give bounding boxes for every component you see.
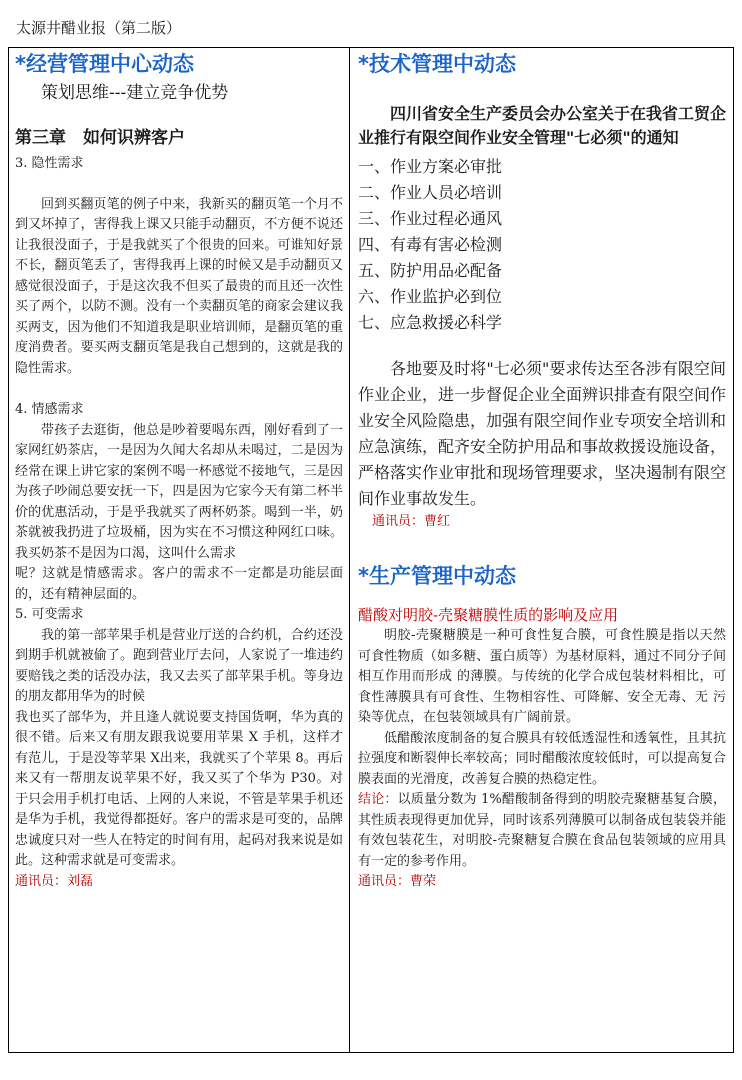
reporter-right-2: 通讯员：曹荣 [358, 874, 437, 889]
paragraph-variable-need: 我的第一部苹果手机是营业厅送的合约机，合约还没到期手机就被偷了。跑到营业厅去问，人家说了一堆违约要赔钱之类的话没办法，我又去买了部苹果手机。等身边的朋友都用华为的时候 [15, 627, 343, 704]
heading-variable-need: 5. 可变需求 [15, 607, 84, 622]
list-item: 五、防护用品必配备 [358, 261, 503, 280]
notice-body: 各地要及时将"七必须"要求传达至各涉有限空间作业企业，进一步督促企业全面辨识排查有限空间作业安全风险隐患，加强有限空间作业专项安全培训和应急演练，配齐安全防护用品和事故救援设施设备，严格落实作业审批和现场管理要求，坚决遏制有限空间作业事故发生。 [358, 359, 727, 508]
heading-emotional-need: 4. 情感需求 [15, 402, 84, 417]
section-title-technical: *技术管理中动态 [358, 52, 516, 76]
article-paragraph-2: 低醋酸浓度制备的复合膜具有较低透湿性和透氧性，且其抗拉强度和断裂伸长率较高；同时醋酸浓度较低时，可以提高复合膜表面的光滑度，改善复合膜的热稳定性。 [358, 730, 726, 787]
newsletter-frame [8, 47, 734, 1053]
conclusion-label: 结论： [358, 792, 398, 807]
heading-hidden-need: 3. 隐性需求 [15, 156, 84, 171]
notice-title: 四川省安全生产委员会办公室关于在我省工贸企业推行有限空间作业安全管理"七必须"的通知 [358, 104, 727, 147]
list-item: 二、作业人员必培训 [358, 183, 503, 202]
article-title: 醋酸对明胶-壳聚糖膜性质的影响及应用 [358, 606, 619, 624]
reporter-right-1: 通讯员：曹红 [372, 514, 451, 529]
list-item: 七、应急救援必科学 [358, 313, 503, 332]
paragraph-emotional-need: 带孩子去逛街，他总是吵着要喝东西，刚好看到了一家网红奶茶店，一是因为久闻大名却从未喝过，二是因为经常在课上讲它家的案例不喝一杯感觉不接地气，三是因为孩子吵闹总要安抚一下，四是因为它家今天有第二杯半价的优惠活动，于是乎我就买了两杯奶茶。喝到一半，奶茶就被我扔进了垃圾桶，因为实在不习惯这种网红口味。我买奶茶不是因为口渴，这叫什么需求 [15, 422, 343, 561]
list-item: 六、作业监护必到位 [358, 287, 503, 306]
article-paragraph-1: 明胶-壳聚糖膜是一种可食性复合膜，可食性膜是指以天然可食性物质（如多糖、蛋白质等）为基材原料，通过不同分子间相互作用而形成 的薄膜。与传统的化学合成包装材料相比，可食性薄膜具有可食性、生物相容性、可降解、安全无毒、无 污染等优点，在包装领域具有广阔前景。 [358, 628, 726, 725]
section-title-production: *生产管理中动态 [358, 564, 516, 588]
chapter-heading: 第三章 如何识辨客户 [15, 128, 185, 148]
article-subtitle: 策划思维---建立竞争优势 [41, 83, 229, 103]
page-header: 太源井醋业报（第二版） [16, 19, 182, 37]
list-item: 一、作业方案必审批 [358, 157, 503, 176]
list-item: 四、有毒有害必检测 [358, 235, 503, 254]
paragraph-emotional-need-cont: 呢？这就是情感需求。客户的需求不一定都是功能层面的，还有精神层面的。 [15, 566, 343, 602]
conclusion-text: 以质量分数为 1%醋酸制备得到的明胶壳聚糖基复合膜，其性质表现得更加优异，同时该系列薄膜可以制备成包装袋并能有效包装花生，对明胶-壳聚糖复合膜在食品包装领域的应用具有一定的参考作用。 [358, 792, 726, 869]
paragraph-hidden-need: 回到买翻页笔的例子中来，我新买的翻页笔一个月不到又坏掉了，害得我上课又只能手动翻页，不方便不说还让我很没面子，于是我就买了个很贵的回来。可谁知好景不长，翻页笔丢了，害得我再上课的时候又是手动翻页又感觉很没面子，于是这次我不但买了最贵的而且还一次性买了两个，以防不测。没有一个卖翻页笔的商家会建议我买两支，因为他们不知道我是职业培训师，是翻页笔的重度消费者。要买两支翻页笔是我自己想到的，这就是我的隐性需求。 [15, 196, 343, 376]
conclusion-paragraph [358, 790, 726, 872]
paragraph-variable-need-cont: 我也买了部华为，并且逢人就说要支持国货啊，华为真的很不错。后来又有朋友跟我说要用苹果 X 手机，这样才有范儿，于是没等苹果 X出来，我就买了个苹果 8。再后来又有一帮朋友说苹果不好，我又买了个华为 P30。对于只会用手机打电话、上网的人来说，不管是苹果手机还是华为手机，我觉得都挺好。客户的需求是可变的，品牌忠诚度只对一些人在特定的时间有用，起码对我来说是如此。这种需求就是可变需求。 [15, 709, 343, 868]
list-item: 三、作业过程必通风 [358, 209, 503, 228]
section-title-operations: *经营管理中心动态 [15, 52, 194, 76]
reporter-left: 通讯员：刘磊 [15, 873, 94, 889]
requirements-list [358, 154, 726, 336]
left-column [9, 48, 349, 892]
right-column [350, 48, 734, 892]
